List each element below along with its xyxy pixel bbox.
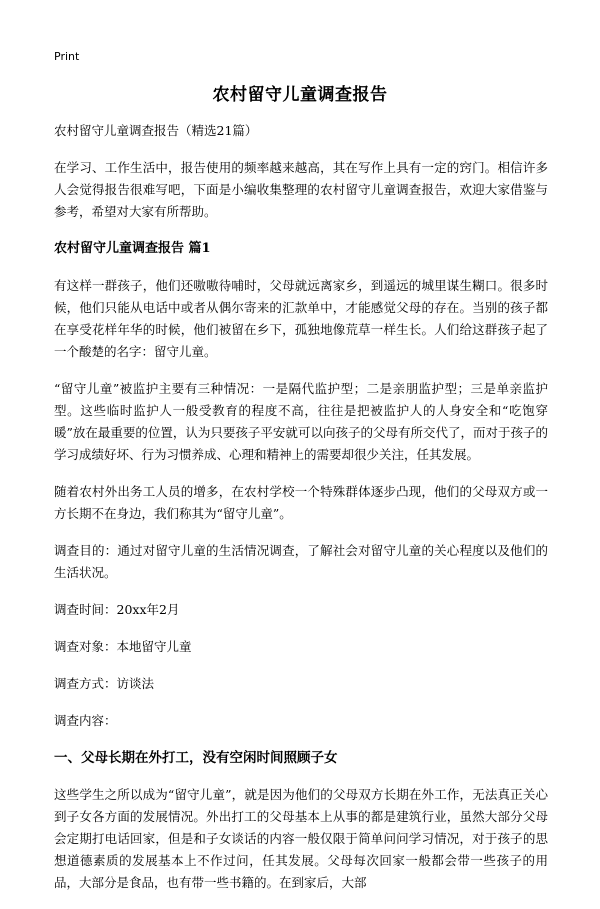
- document-subtitle: 农村留守儿童调查报告（精选21篇）: [54, 123, 258, 138]
- print-link[interactable]: Print: [54, 50, 80, 63]
- paragraph-survey-method: 调查方式：访谈法: [54, 676, 155, 691]
- paragraph-3: 随着农村外出务工人员的增多，在农村学校一个特殊群体逐步凸现，他们的父母双方或一方长期不在身边，我们称其为“留守儿童”。: [54, 484, 548, 521]
- subsection-heading: 一、父母长期在外打工，没有空闲时间照顾子女: [54, 750, 338, 766]
- document-title: 农村留守儿童调查报告: [212, 85, 388, 105]
- intro-paragraph: 在学习、工作生活中，报告使用的频率越来越高，其在写作上具有一定的窍门。相信许多人会觉得报告很难写吧，下面是小编收集整理的农村留守儿童调查报告，欢迎大家借鉴与参考，希望对大家有所帮助。: [54, 160, 548, 219]
- paragraph-1: 有这样一群孩子，他们还嗷嗷待哺时，父母就远离家乡，到遥远的城里谋生糊口。很多时候，他们只能从电话中或者从偶尔寄来的汇款单中，才能感觉父母的存在。当别的孩子都在享受花样年华的时候，他们被留在乡下，孤独地像荒草一样生长。人们给这群孩子起了一个酸楚的名字：留守儿童。: [54, 278, 548, 359]
- document-body: [54, 120, 548, 909]
- paragraph-survey-subject: 调查对象：本地留守儿童: [54, 639, 192, 654]
- paragraph-survey-time: 调查时间：20xx年2月: [54, 602, 180, 617]
- final-paragraph: 这些学生之所以成为“留守儿童”，就是因为他们的父母双方长期在外工作，无法真正关心到子女各方面的发展情况。外出打工的父母基本上从事的都是建筑行业，虽然大部分父母会定期打电话回家，但是和子女谈话的内容一般仅限于简单问问学习情况，对于孩子的思想道德素质的发展基本上不作过问，任其发展。父母每次回家一般都会带一些孩子的用品，大部分是食品，也有带一些书籍的。在到家后，大部: [54, 787, 548, 890]
- paragraph-2: “留守儿童”被监护主要有三种情况：一是隔代监护型；二是亲朋监护型；三是单亲监护型。这些临时监护人一般受教育的程度不高，往往是把被监护人的人身安全和“吃饱穿暖”放在最重要的位置，认为只要孩子平安就可以向孩子的父母有所交代了，而对于孩子的学习成绩好坏、行为习惯养成、心理和精神上的需要却很少关注，任其发展。: [54, 381, 548, 462]
- paragraph-survey-purpose: 调查目的：通过对留守儿童的生活情况调查，了解社会对留守儿童的关心程度以及他们的生活状况。: [54, 543, 548, 580]
- paragraph-survey-content: 调查内容：: [54, 713, 117, 728]
- section-heading: 农村留守儿童调查报告 篇1: [54, 241, 211, 256]
